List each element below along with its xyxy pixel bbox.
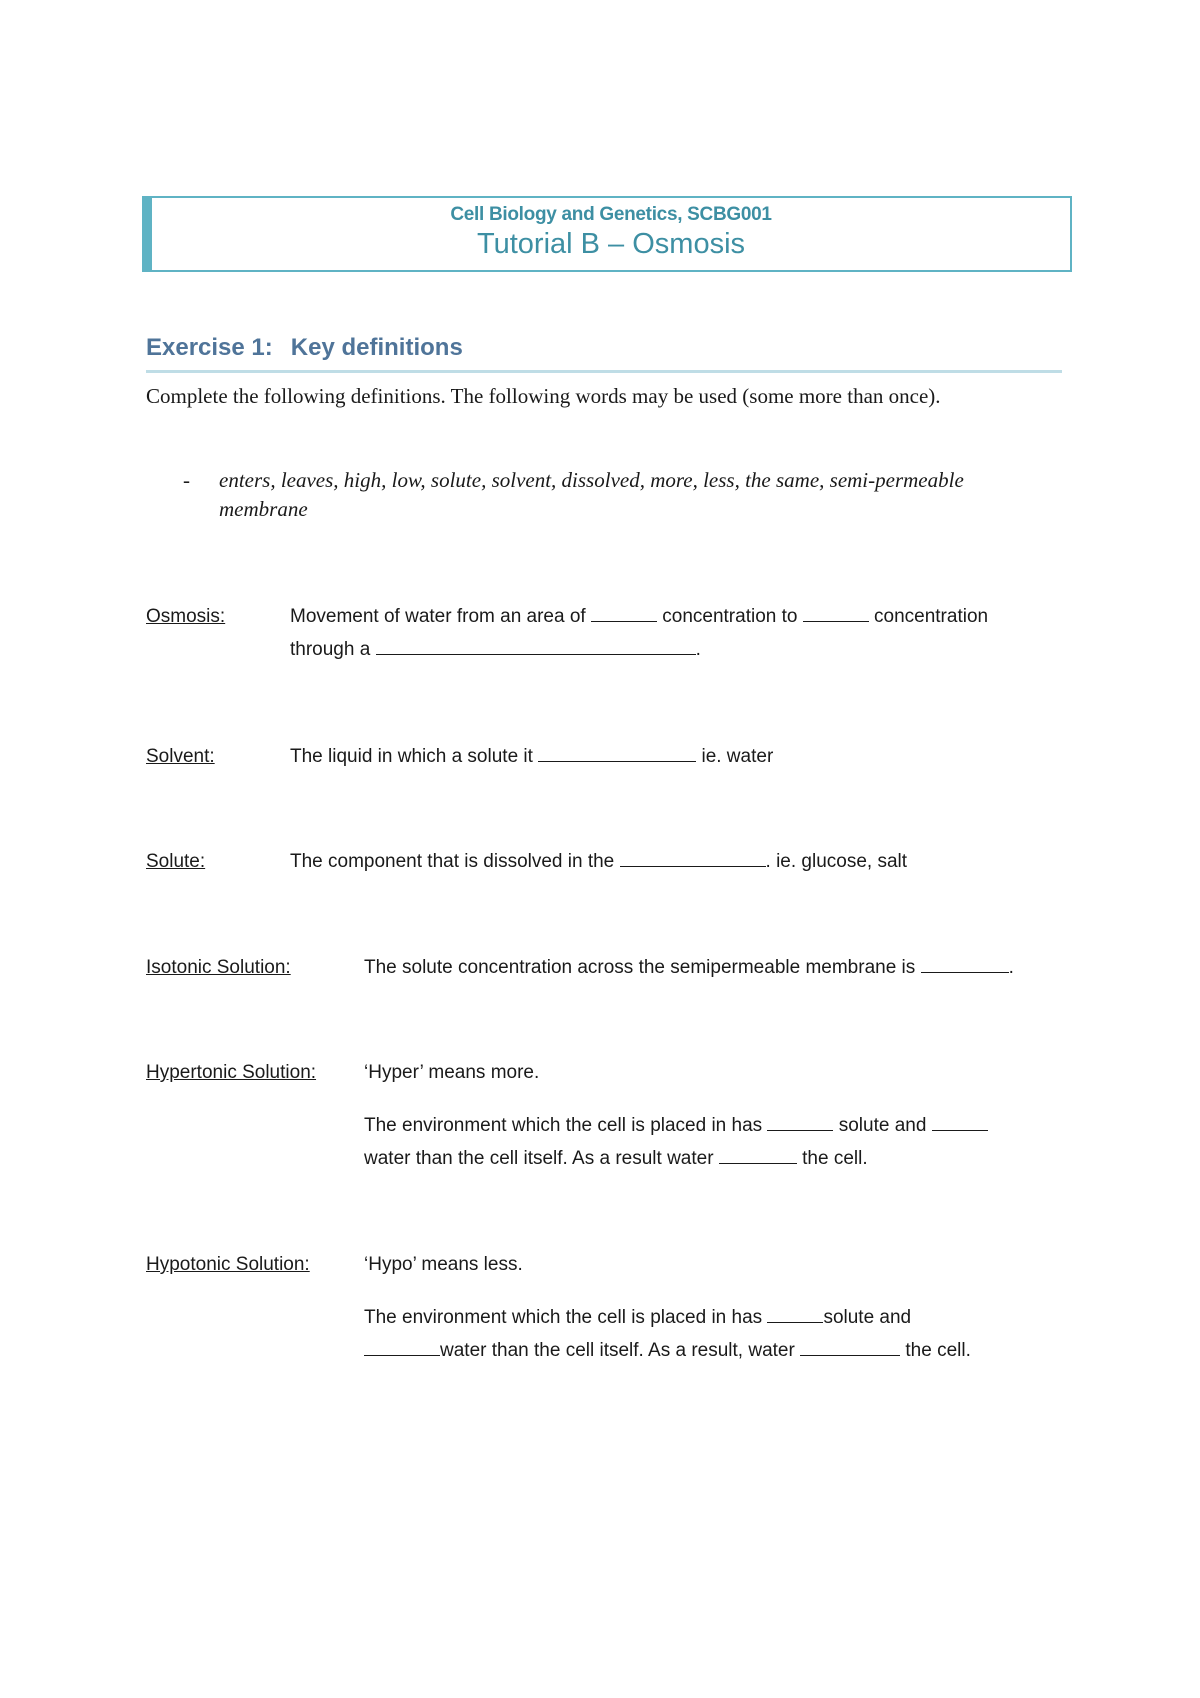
blank-line[interactable] xyxy=(591,603,657,622)
term-hypertonic: Hypertonic Solution: xyxy=(146,1062,317,1083)
instructions-paragraph: Complete the following definitions. The following words may be used (some more than once). xyxy=(146,384,941,408)
definition-text: Movement of water from an area of xyxy=(290,606,591,627)
paragraph-gap xyxy=(364,1281,1084,1301)
blank-line[interactable] xyxy=(376,636,696,655)
definition-intro: ‘Hypo’ means less. xyxy=(364,1254,523,1275)
word-bank-text: enters, leaves, high, low, solute, solvent, dissolved, more, less, the same, semi-permeable membrane xyxy=(219,468,964,521)
definition-solvent xyxy=(290,740,1070,773)
blank-line[interactable] xyxy=(538,743,696,762)
definition-text: concentration to xyxy=(656,606,803,627)
definition-text: . xyxy=(1008,957,1014,978)
definition-text: concentration xyxy=(868,606,989,627)
list-dash: - xyxy=(183,468,190,492)
definition-osmosis xyxy=(290,600,1070,666)
blank-line[interactable] xyxy=(800,1337,900,1356)
definition-text: solute and xyxy=(833,1115,932,1136)
definition-text: The component that is dissolved in the xyxy=(290,851,620,872)
definition-text: The environment which the cell is placed in has xyxy=(364,1307,768,1328)
definition-hypotonic xyxy=(364,1248,1084,1367)
definition-text: water than the cell itself. As a result water xyxy=(364,1148,719,1169)
blank-line[interactable] xyxy=(767,1112,833,1131)
definition-text: ie. water xyxy=(696,746,774,767)
definition-text: the cell. xyxy=(900,1340,971,1361)
definition-intro: ‘Hyper’ means more. xyxy=(364,1062,540,1083)
blank-line[interactable] xyxy=(932,1112,988,1131)
definition-hypertonic xyxy=(364,1056,1084,1175)
definition-text: . ie. glucose, salt xyxy=(765,851,908,872)
blank-line[interactable] xyxy=(767,1304,823,1323)
exercise-number: Exercise 1: xyxy=(146,334,273,361)
term-hypotonic: Hypotonic Solution: xyxy=(146,1254,310,1275)
definition-text: The environment which the cell is placed in has xyxy=(364,1115,768,1136)
heading-divider xyxy=(146,370,1062,373)
paragraph-gap xyxy=(364,1089,1084,1109)
definition-text: the cell. xyxy=(796,1148,868,1169)
term-solvent: Solvent: xyxy=(146,746,215,767)
definition-text: The liquid in which a solute it xyxy=(290,746,539,767)
blank-line[interactable] xyxy=(620,848,766,867)
term-solute: Solute: xyxy=(146,851,206,872)
definition-body xyxy=(364,1109,1084,1175)
definition-solute xyxy=(290,845,1070,878)
definition-text: through a xyxy=(290,639,376,660)
definition-isotonic xyxy=(364,951,1084,984)
title-box xyxy=(142,196,1072,272)
exercise-title: Key definitions xyxy=(290,334,463,361)
definition-body xyxy=(364,1301,1084,1367)
blank-line[interactable] xyxy=(803,603,869,622)
tutorial-title: Tutorial B – Osmosis xyxy=(476,228,746,260)
blank-line[interactable] xyxy=(719,1145,797,1164)
course-title: Cell Biology and Genetics, SCBG001 xyxy=(450,204,772,225)
definition-text: The solute concentration across the semipermeable membrane is xyxy=(364,957,921,978)
term-isotonic: Isotonic Solution: xyxy=(146,957,291,978)
exercise-heading xyxy=(146,334,463,362)
definition-text: water than the cell itself. As a result, water xyxy=(440,1340,801,1361)
definition-text: . xyxy=(695,639,701,660)
blank-line[interactable] xyxy=(921,954,1009,973)
term-osmosis: Osmosis: xyxy=(146,606,226,627)
blank-line[interactable] xyxy=(364,1337,440,1356)
definition-text: solute and xyxy=(823,1307,912,1328)
